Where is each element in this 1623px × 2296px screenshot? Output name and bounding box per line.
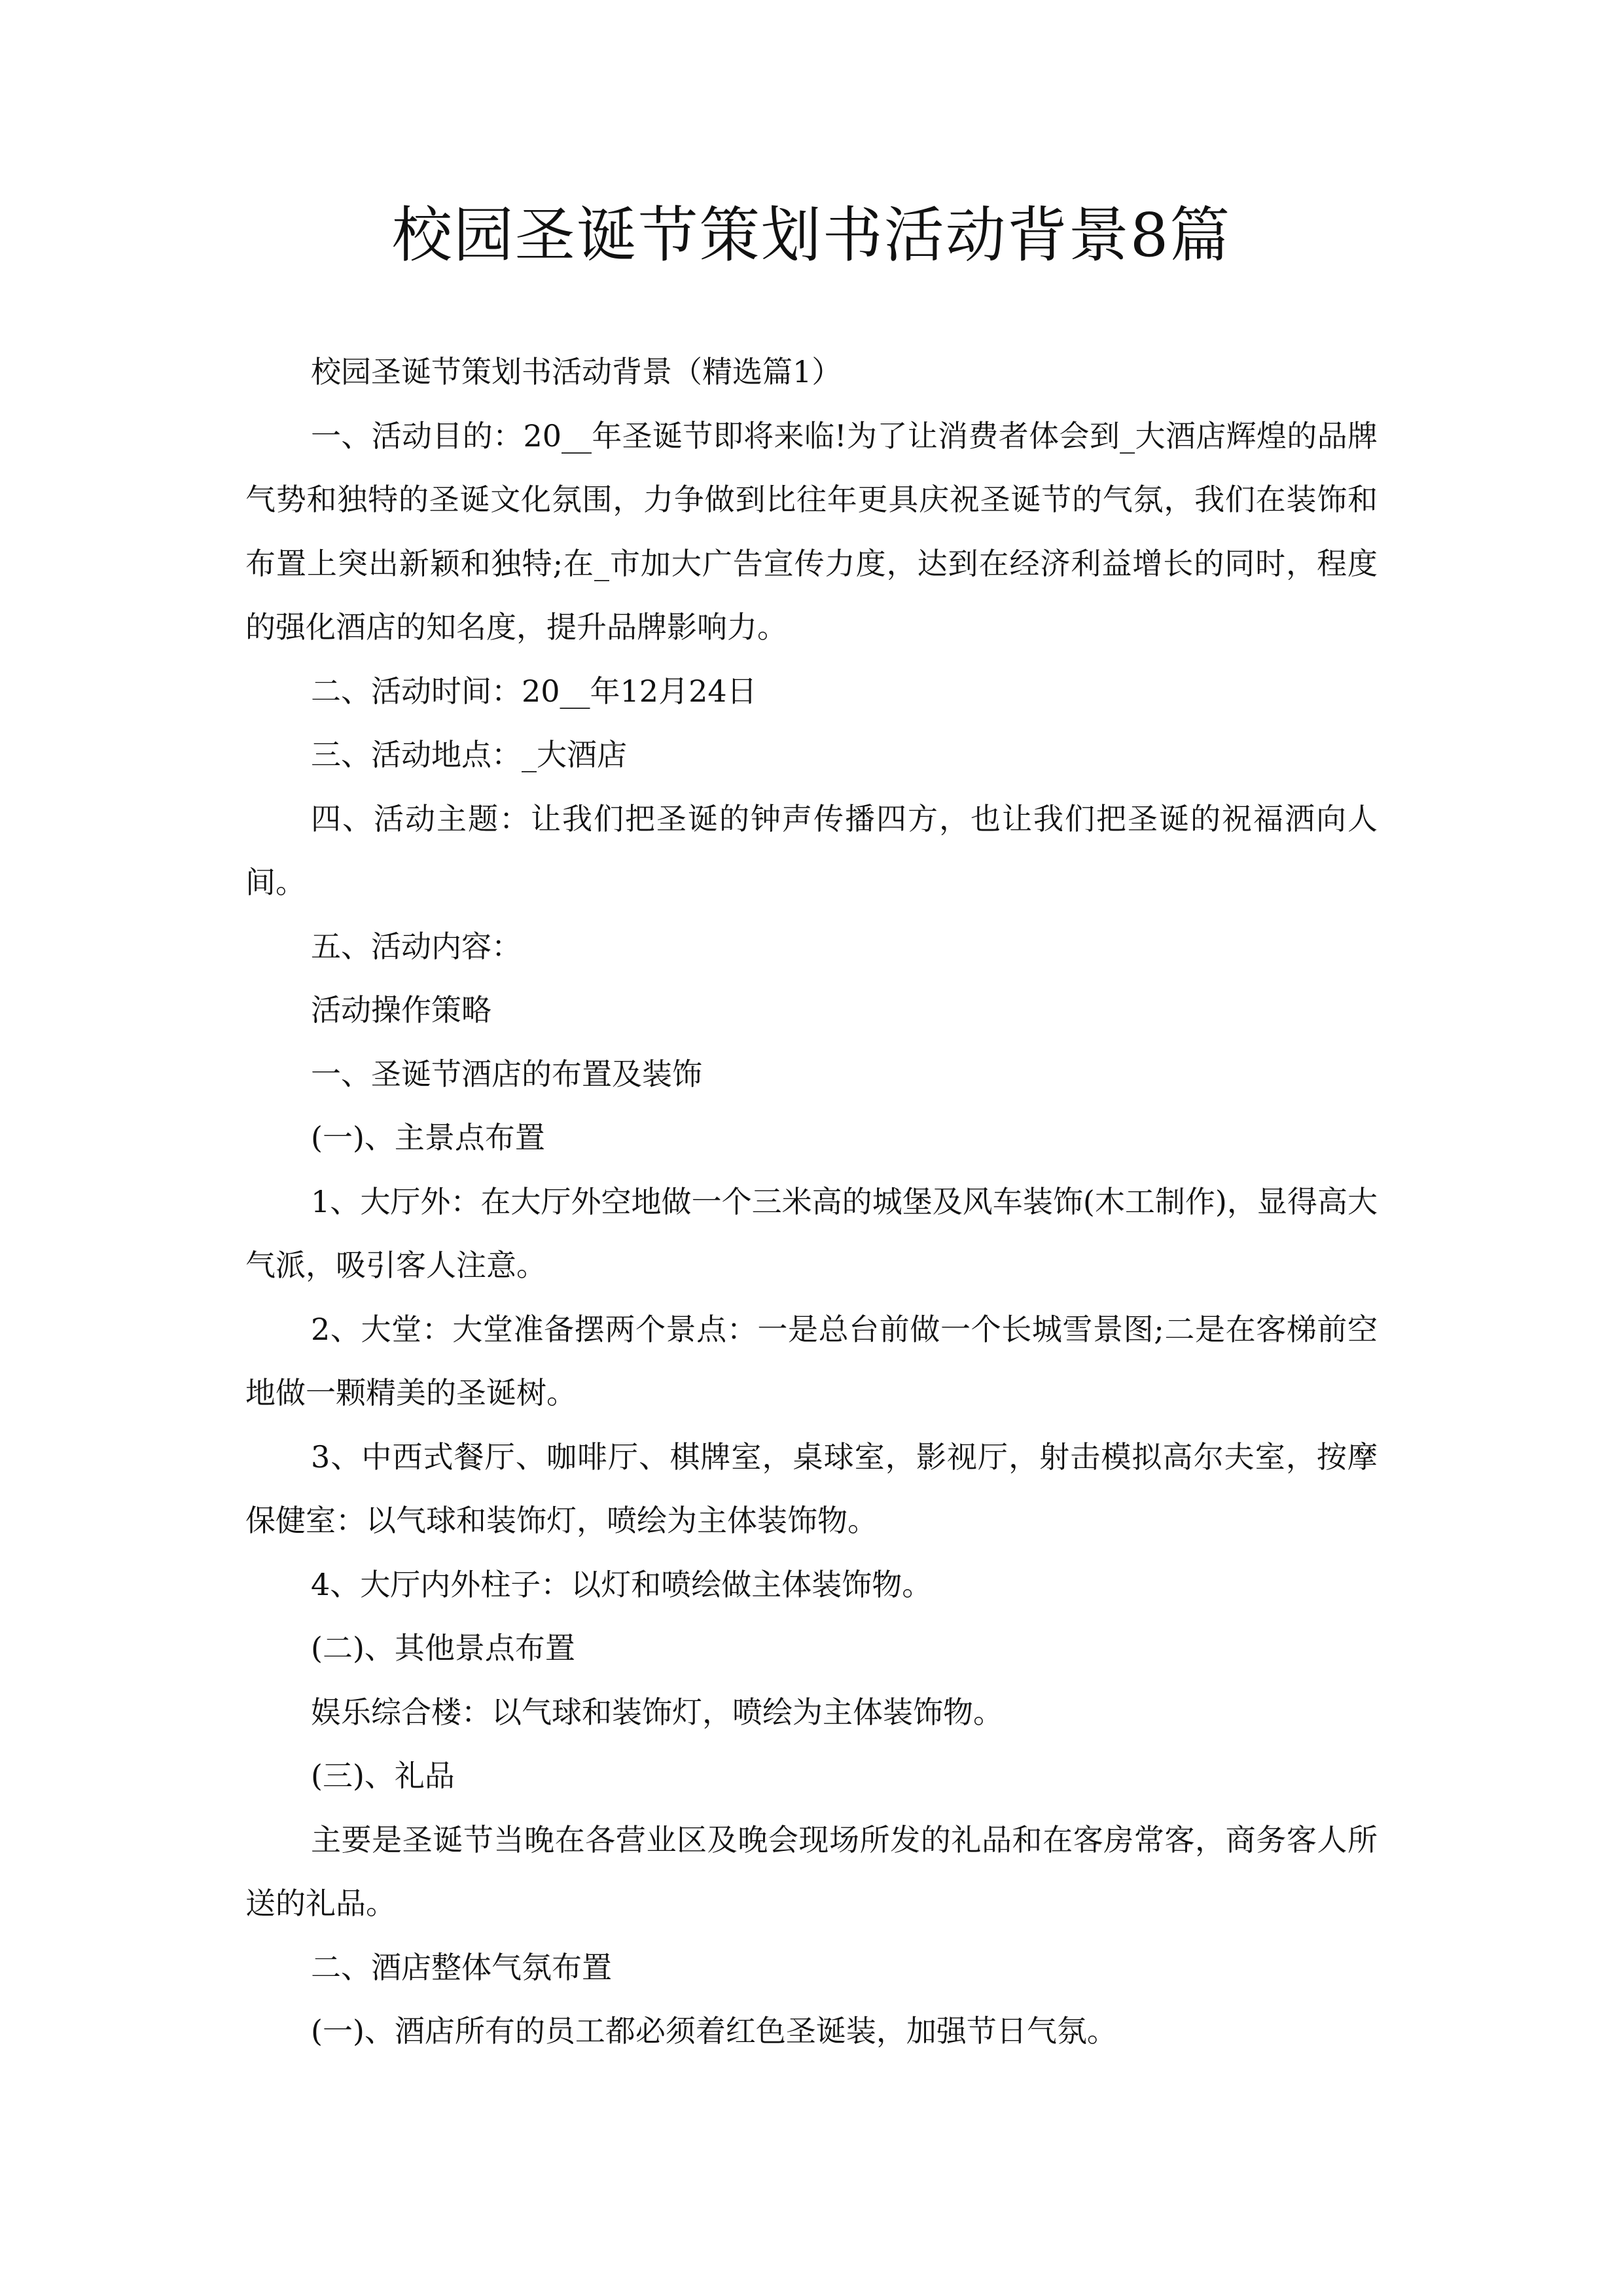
paragraph-pillars: 4、大厅内外柱子：以灯和喷绘做主体装饰物。 (311, 1566, 933, 1602)
paragraph-restaurants: 3、中西式餐厅、咖啡厅、棋牌室，桌球室，影视厅，射击模拟高尔夫室，按摩保健室：以气球和装饰灯，喷绘为主体装饰物。 (245, 1439, 1378, 1538)
document-title: 校园圣诞节策划书活动背景8篇 (391, 200, 1232, 270)
paragraph-activity-theme: 四、活动主题：让我们把圣诞的钟声传播四方，也让我们把圣诞的祝福洒向人间。 (245, 800, 1378, 900)
paragraph-section-heading: 校园圣诞节策划书活动背景（精选篇1） (311, 354, 842, 389)
paragraph-gifts-detail: 主要是圣诞节当晚在各营业区及晚会现场所发的礼品和在客房常客，商务客人所送的礼品。 (245, 1821, 1378, 1921)
paragraph-operation-strategy: 活动操作策略 (311, 992, 491, 1028)
paragraph-hotel-decoration: 一、圣诞节酒店的布置及装饰 (311, 1056, 702, 1092)
paragraph-activity-content: 五、活动内容： (311, 928, 522, 964)
paragraph-activity-time: 二、活动时间：20__年12月24日 (311, 673, 757, 709)
document-body (245, 340, 1378, 2064)
paragraph-staff-costume: (一)、酒店所有的员工都必须着红色圣诞装，加强节日气氛。 (311, 2013, 1117, 2049)
paragraph-activity-purpose: 一、活动目的：20__年圣诞节即将来临!为了让消费者体会到_大酒店辉煌的品牌气势和独特的圣诞文化氛围，力争做到比往年更具庆祝圣诞节的气氛，我们在装饰和布置上突出新颖和独特;在_市加大广告宣传力度，达到在经济利益增长的同时，程度的强化酒店的知名度，提升品牌影响力。 (245, 418, 1378, 645)
paragraph-lobby-outside: 1、大厅外：在大厅外空地做一个三米高的城堡及风车装饰(木工制作)，显得高大气派，吸引客人注意。 (245, 1183, 1378, 1283)
paragraph-other-scenery: (二)、其他景点布置 (311, 1630, 575, 1666)
paragraph-main-scenery: (一)、主景点布置 (311, 1120, 545, 1155)
paragraph-activity-location: 三、活动地点：_大酒店 (311, 737, 627, 772)
paragraph-entertainment-building: 娱乐综合楼：以气球和装饰灯，喷绘为主体装饰物。 (311, 1694, 1003, 1730)
paragraph-overall-atmosphere: 二、酒店整体气氛布置 (311, 1949, 612, 1985)
paragraph-lobby: 2、大堂：大堂准备摆两个景点：一是总台前做一个长城雪景图;二是在客梯前空地做一颗精美的圣诞树。 (245, 1311, 1378, 1410)
paragraph-gifts-heading: (三)、礼品 (311, 1758, 455, 1793)
